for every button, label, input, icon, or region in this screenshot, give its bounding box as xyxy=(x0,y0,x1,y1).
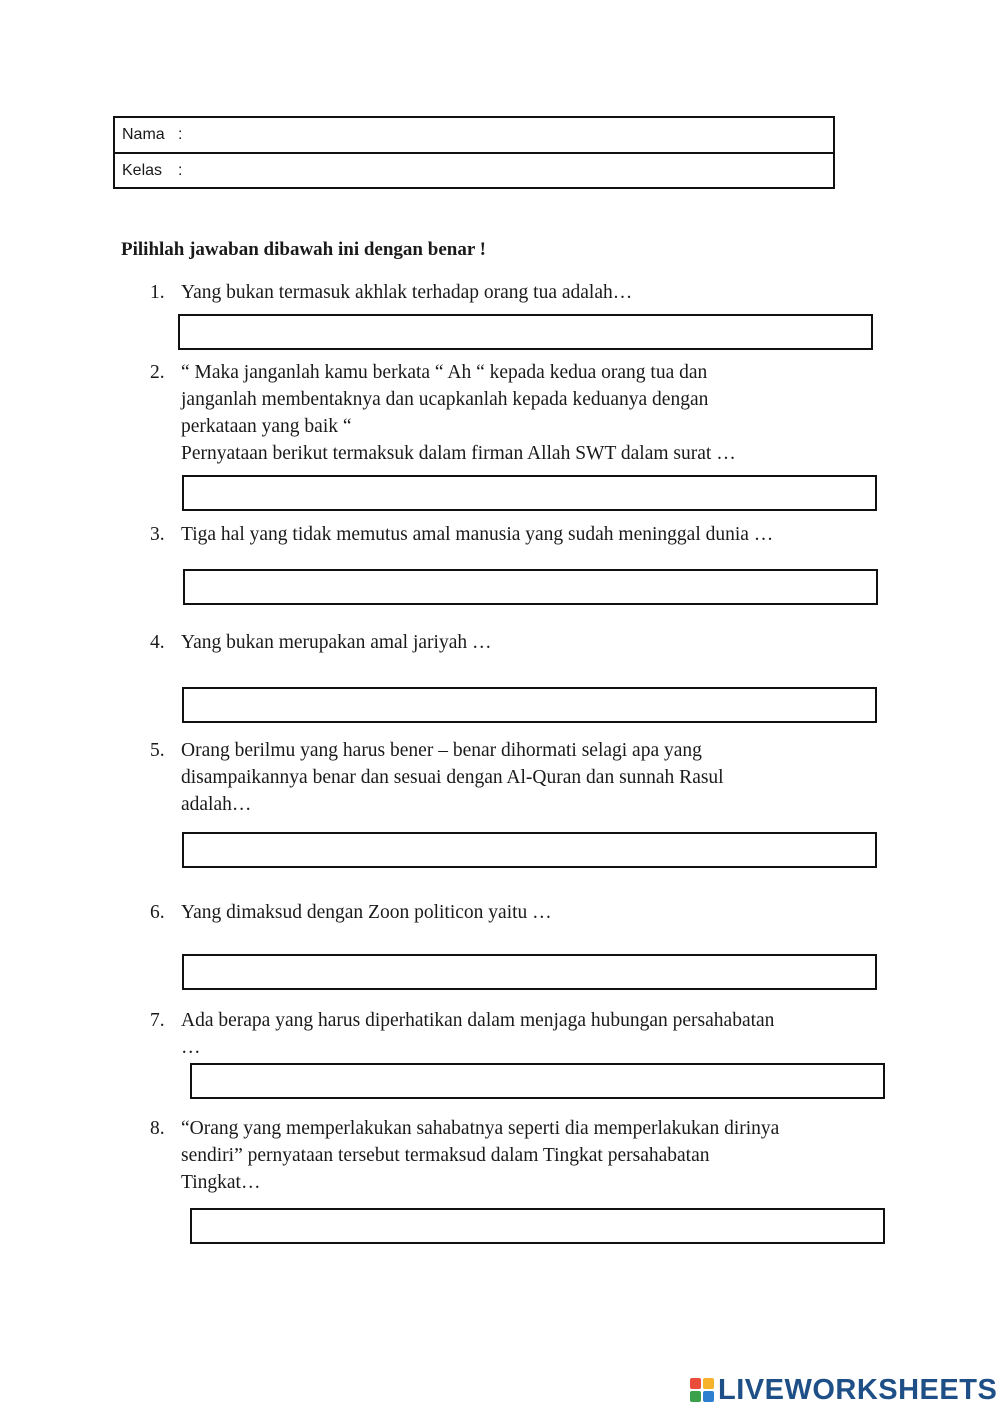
question-number: 3. xyxy=(150,524,165,545)
question-number: 8. xyxy=(150,1118,165,1139)
question-text: Yang bukan termasuk akhlak terhadap orang tua adalah… xyxy=(181,282,633,303)
question-text: … xyxy=(181,1037,201,1058)
question-8 xyxy=(150,1115,880,1196)
question-text: Yang dimaksud dengan Zoon politicon yaitu … xyxy=(181,902,552,923)
question-number: 2. xyxy=(150,362,165,383)
logo-tile xyxy=(703,1391,714,1402)
question-number: 4. xyxy=(150,632,165,653)
question-6 xyxy=(150,899,880,926)
question-5 xyxy=(150,737,880,818)
logo-tile xyxy=(690,1391,701,1402)
question-text: adalah… xyxy=(181,794,252,815)
instruction-heading: Pilihlah jawaban dibawah ini dengan benar ! xyxy=(121,239,486,260)
question-number: 7. xyxy=(150,1010,165,1031)
brand-text: LIVEWORKSHEETS xyxy=(718,1373,998,1406)
question-number: 1. xyxy=(150,282,165,303)
student-info-table xyxy=(113,116,835,189)
answer-box-5[interactable] xyxy=(182,832,877,868)
answer-box-2[interactable] xyxy=(182,475,877,511)
question-text: perkataan yang baik “ xyxy=(181,416,352,437)
class-colon: : xyxy=(178,161,183,179)
answer-box-8[interactable] xyxy=(190,1208,885,1244)
class-row xyxy=(115,152,833,187)
liveworksheets-brand xyxy=(690,1375,997,1405)
answer-box-6[interactable] xyxy=(182,954,877,990)
question-1 xyxy=(150,279,880,306)
question-3 xyxy=(150,521,880,548)
name-label: Nama xyxy=(122,126,165,143)
question-text: disampaikannya benar dan sesuai dengan Al-Quran dan sunnah Rasul xyxy=(181,767,724,788)
question-text: Pernyataan berikut termaksuk dalam firman Allah SWT dalam surat … xyxy=(181,443,736,464)
answer-box-1[interactable] xyxy=(178,314,873,350)
question-4 xyxy=(150,629,880,656)
name-colon: : xyxy=(178,126,183,143)
question-7 xyxy=(150,1007,880,1061)
question-text: sendiri” pernyataan tersebut termaksud dalam Tingkat persahabatan xyxy=(181,1145,710,1166)
question-text: janganlah membentaknya dan ucapkanlah kepada keduanya dengan xyxy=(181,389,709,410)
question-number: 5. xyxy=(150,740,165,761)
question-text: Yang bukan merupakan amal jariyah … xyxy=(181,632,492,653)
liveworksheets-logo-icon xyxy=(690,1378,714,1402)
question-text: Tiga hal yang tidak memutus amal manusia yang sudah meninggal dunia … xyxy=(181,524,774,545)
logo-tile xyxy=(703,1378,714,1389)
question-text: “Orang yang memperlakukan sahabatnya seperti dia memperlakukan dirinya xyxy=(181,1118,780,1139)
logo-tile xyxy=(690,1378,701,1389)
question-text: Ada berapa yang harus diperhatikan dalam menjaga hubungan persahabatan xyxy=(181,1010,775,1031)
answer-box-3[interactable] xyxy=(183,569,878,605)
answer-box-7[interactable] xyxy=(190,1063,885,1099)
name-row xyxy=(115,118,833,152)
question-text: “ Maka janganlah kamu berkata “ Ah “ kepada kedua orang tua dan xyxy=(181,362,708,383)
class-label: Kelas xyxy=(122,161,163,179)
question-text: Tingkat… xyxy=(181,1172,261,1193)
answer-box-4[interactable] xyxy=(182,687,877,723)
question-number: 6. xyxy=(150,902,165,923)
question-2 xyxy=(150,359,880,467)
question-text: Orang berilmu yang harus bener – benar dihormati selagi apa yang xyxy=(181,740,702,761)
